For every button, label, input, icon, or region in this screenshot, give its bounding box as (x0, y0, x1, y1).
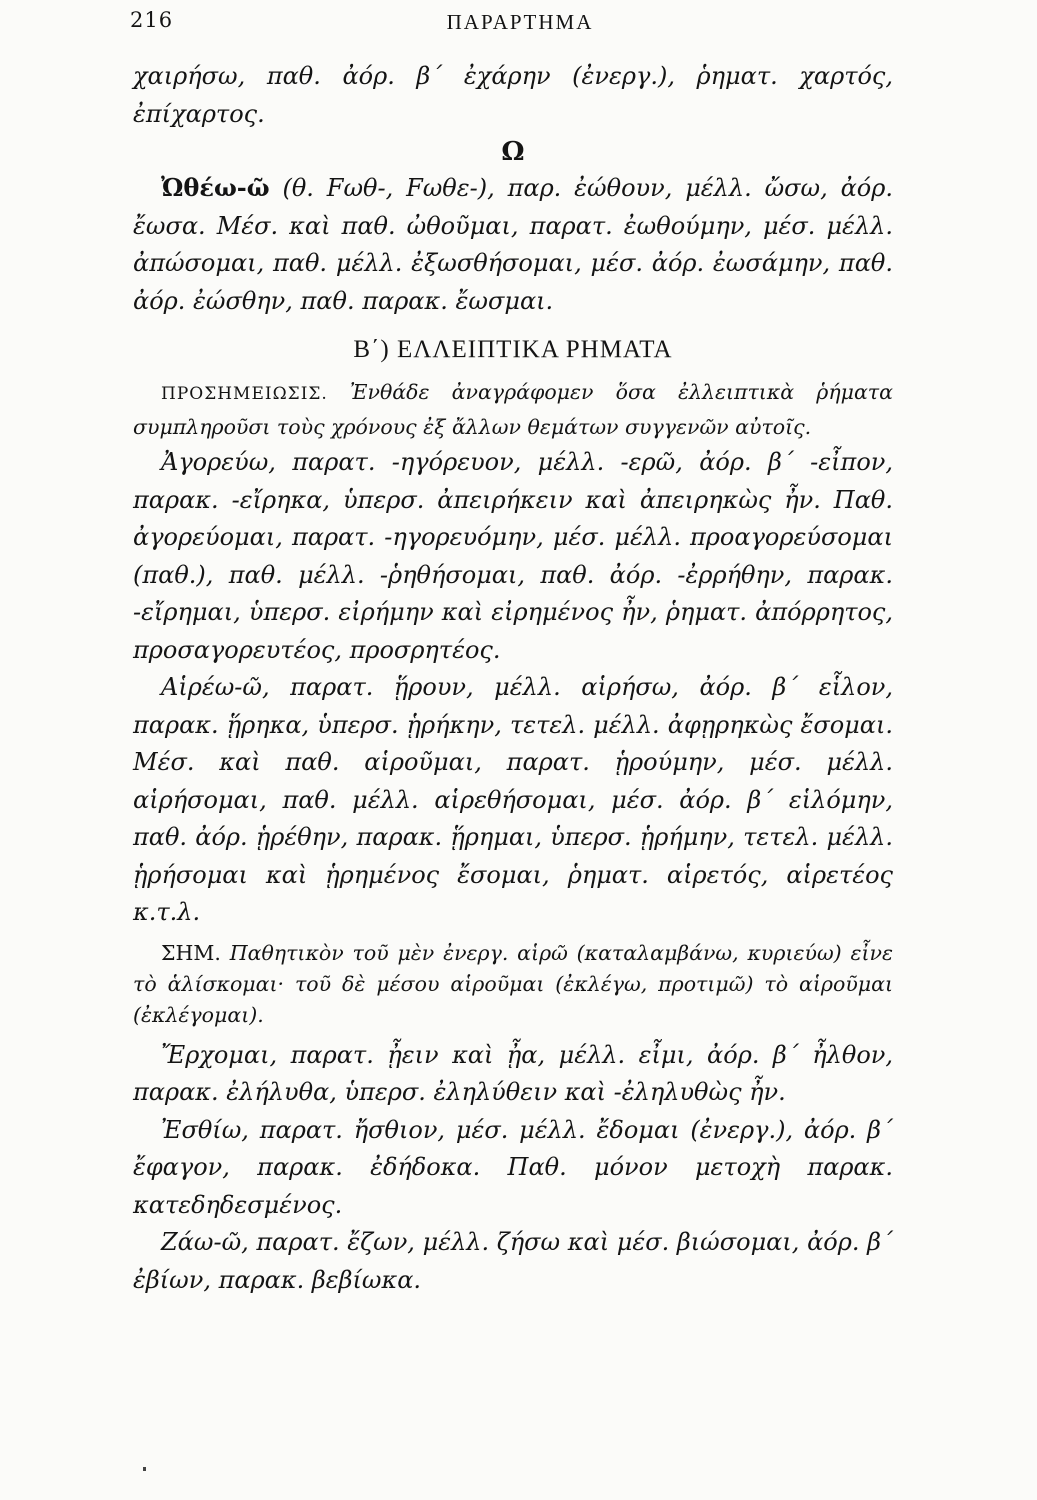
entry-headword: Ὠθέω-ῶ (161, 173, 270, 202)
entry-otheo (133, 169, 893, 320)
remark-label: ΣΗΜ. (161, 940, 221, 965)
note-text: Ἐνθάδε ἀναγράφομεν ὅσα ἐλλειπτικὰ ῥήματα συμπληροῦσι τοὺς χρόνους ἐξ ἄλλων θεμάτων συγγενῶν αὐτοῖς. (133, 380, 893, 439)
entry-agoreuo: Ἀγορεύω, παρατ. -ηγόρευον, μέλλ. -ερῶ, ἀόρ. β΄ -εἶπον, παρακ. -εἴρηκα, ὑπερσ. ἀπειρήκειν καὶ ἀπειρηκὼς ἦν. Παθ. ἀγορεύομαι, παρατ. -ηγορευόμην, μέσ. μέλλ. προαγορεύσομαι (παθ.), παθ. μέλλ. -ῥηθήσομαι, παθ. ἀόρ. -ἐρρήθην, παρακ. -εἴρημαι, ὑπερσ. εἰρήμην καὶ εἰρημένος ἦν, ῥηματ. ἀπόρρητος, προσαγορευτέος, προσρητέος. (133, 448, 893, 664)
remark-text: Παθητικὸν τοῦ μὲν ἐνεργ. αἱρῶ (καταλαμβάνω, κυριεύω) εἶνε τὸ ἁλίσκομαι· τοῦ δὲ μέσου αἱροῦμαι (ἐκλέγω, προτιμῶ) τὸ αἱροῦμαι (ἐκλέγομαι). (133, 940, 893, 1027)
note-label: ΠΡΟΣΗΜΕΙΩΣΙΣ. (161, 384, 328, 404)
entry-aireo: Αἱρέω-ῶ, παρατ. ᾕρουν, μέλλ. αἱρήσω, ἀόρ. β΄ εἷλον, παρακ. ᾕρηκα, ὑπερσ. ᾑρήκην, τετελ. μέλλ. ἀφῃρηκὼς ἔσομαι. Μέσ. καὶ παθ. αἱροῦμαι, παρατ. ᾑρούμην, μέσ. μέλλ. αἱρήσομαι, παθ. μέλλ. αἱρεθήσομαι, μέσ. ἀόρ. β΄ εἱλόμην, παθ. ἀόρ. ᾑρέθην, παρακ. ᾕρημαι, ὑπερσ. ᾑρήμην, τετελ. μέλλ. ᾑρήσομαι καὶ ᾑρημένος ἔσομαι, ῥηματ. αἱρετός, αἱρετέος κ.τ.λ. (133, 673, 893, 926)
printer-mark (143, 1467, 146, 1471)
section-heading: Β΄) ΕΛΛΕΙΠΤΙΚΑ ΡΗΜΑΤΑ (353, 336, 673, 363)
running-title: ΠΑΡΑΡΤΗΜΑ (446, 10, 594, 34)
remark-note (133, 938, 893, 1031)
entry-zao: Ζάω-ῶ, παρατ. ἔζων, μέλλ. ζήσω καὶ μέσ. βιώσομαι, ἀόρ. β΄ ἐβίων, παρακ. βεβίωκα. (133, 1228, 893, 1294)
page-body (133, 58, 893, 1299)
paragraph-continuation: χαιρήσω, παθ. ἀόρ. β΄ ἐχάρην (ἐνεργ.), ῥηματ. χαρτός, ἐπίχαρτος. (133, 62, 893, 128)
entry-erchomai: Ἔρχομαι, παρατ. ᾖειν καὶ ᾖα, μέλλ. εἶμι, ἀόρ. β΄ ἦλθον, παρακ. ἐλήλυθα, ὑπερσ. ἐληλύθειν καὶ -ἐληλυθὼς ἦν. (133, 1040, 893, 1106)
entry-esthio: Ἐσθίω, παρατ. ἤσθιον, μέσ. μέλλ. ἔδομαι (ἐνεργ.), ἀόρ. β΄ ἔφαγον, παρακ. ἐδήδοκα. Παθ. μόνον μετοχὴ παρακ. κατεδηδεσμένος. (133, 1115, 893, 1219)
entry-text: (θ. Fωθ-, Fωθε-), παρ. ἐώθουν, μέλλ. ὤσω, ἀόρ. ἔωσα. Μέσ. καὶ παθ. ὠθοῦμαι, παρατ. ἐωθούμην, μέσ. μέλλ. ἀπώσομαι, παθ. μέλλ. ἐξωσθήσομαι, μέσ. ἀόρ. ἐωσάμην, παθ. ἀόρ. ἐώσθην, παθ. παρακ. ἔωσμαι. (133, 174, 893, 315)
letter-heading: Ω (501, 137, 525, 167)
preliminary-note (133, 376, 893, 444)
page-header (130, 4, 910, 44)
page-number: 216 (130, 8, 174, 32)
